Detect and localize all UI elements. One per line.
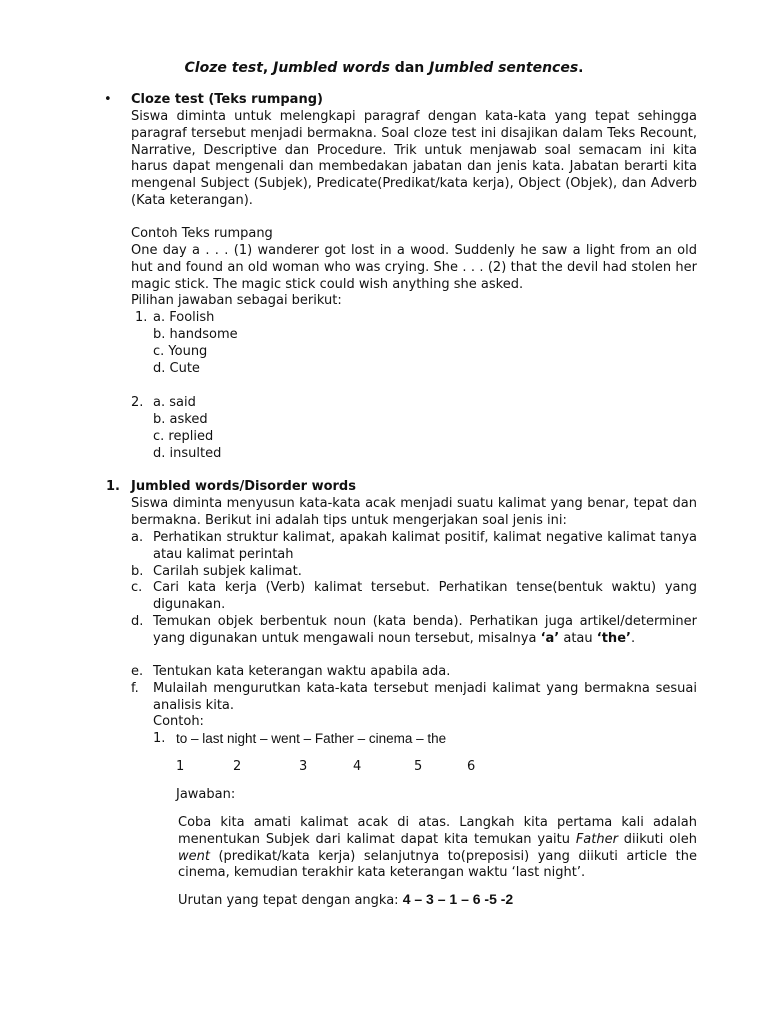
jawaban-label: Jawaban:	[176, 787, 236, 802]
title-period: .	[578, 60, 584, 76]
title-dan: dan	[389, 60, 430, 76]
contoh-label: Contoh:	[153, 714, 204, 729]
question-2-option-b: b. asked	[153, 412, 208, 427]
question-1-option-c: c. Young	[153, 344, 208, 359]
word-number: 1	[176, 759, 185, 774]
question-2-option-d: d. insulted	[153, 446, 222, 461]
tip-e-marker: e.	[131, 664, 144, 679]
question-1-option-a: a. Foolish	[153, 310, 215, 325]
cloze-heading: Cloze test (Teks rumpang)	[131, 92, 323, 107]
jumbled-example-words: to – last night – went – Father – cinema – the	[176, 731, 447, 746]
answer-part-1: Coba kita amati kalimat acak di atas. Langkah kita pertama kali adalah menentukan Subjek dari kalimat dapat kita temukan yaitu	[178, 815, 697, 847]
tip-d-marker: d.	[131, 614, 144, 629]
example-number: 1.	[153, 731, 166, 746]
tip-f-marker: f.	[131, 681, 139, 696]
cloze-paragraph: Siswa diminta untuk melengkapi paragraf dengan kata-kata yang tepat sehingga paragraf tersebut menjadi bermakna. Soal cloze test ini disajikan dalam Teks Recount, Narrative, Descriptive dan Procedure. Trik untuk menjawab soal semacam ini kita harus dapat mengenali dan membedakan jabatan dan jenis kata. Jabatan berarti kita mengenal Subject (Subjek), Predicate(Predikat/kata kerja), Object (Objek), dan Adverb (Kata keterangan).	[131, 109, 697, 208]
jumbled-number: 1.	[106, 479, 120, 494]
tip-c-marker: c.	[131, 580, 143, 595]
article-the: ‘the’	[596, 630, 631, 646]
question-2-option-c: c. replied	[153, 429, 214, 444]
bullet-icon: •	[104, 92, 112, 107]
question-1-number: 1.	[135, 310, 148, 325]
jumbled-intro: Siswa diminta menyusun kata-kata acak menjadi suatu kalimat yang benar, tepat dan bermakna. Berikut ini adalah tips untuk mengerjakan soal jenis ini:	[131, 496, 697, 528]
example-heading: Contoh Teks rumpang	[131, 226, 273, 241]
example-text: One day a . . . (1) wanderer got lost in a wood. Suddenly he saw a light from an old hut and found an old woman who was crying. She . . . (2) that the devil had stolen her magic stick. The magic stick could wish anything she asked.	[131, 243, 697, 292]
word-number: 6	[467, 759, 476, 774]
tip-f-text: Mulailah mengurutkan kata-kata tersebut menjadi kalimat yang bermakna sesuai analisis kita.	[153, 681, 697, 713]
answer-father: Father	[575, 831, 618, 847]
word-number: 3	[299, 759, 308, 774]
page-title	[0, 60, 768, 77]
tip-d-end: .	[630, 630, 636, 646]
answer-order-label: Urutan yang tepat dengan angka:	[178, 893, 403, 908]
tip-b-marker: b.	[131, 564, 144, 579]
tip-a-marker: a.	[131, 530, 144, 545]
question-2-option-a: a. said	[153, 395, 196, 410]
title-cloze: Cloze test	[184, 60, 263, 76]
word-number: 5	[414, 759, 423, 774]
tip-b-text: Carilah subjek kalimat.	[153, 564, 302, 579]
word-number: 4	[353, 759, 362, 774]
answer-went: went	[178, 848, 210, 864]
tip-d-main: Temukan objek berbentuk noun (kata benda). Perhatikan juga artikel/determiner yang digunakan untuk mengawali noun tersebut, misalnya	[153, 614, 697, 646]
jumbled-heading: Jumbled words/Disorder words	[131, 479, 356, 494]
article-a: ‘a’	[540, 630, 560, 646]
title-jumbled-sentences: Jumbled sentences	[429, 60, 579, 76]
question-2-number: 2.	[131, 395, 144, 410]
title-separator: ,	[262, 60, 274, 76]
answer-part-3: (predikat/kata kerja) selanjutnya to(preposisi) yang diikuti article the cinema, kemudian terakhir kata keterangan waktu ‘last night’.	[178, 848, 697, 881]
word-number: 2	[233, 759, 242, 774]
answer-part-2: diikuti oleh	[617, 831, 697, 847]
options-intro: Pilihan jawaban sebagai berikut:	[131, 293, 342, 308]
question-1-option-b: b. handsome	[153, 327, 238, 342]
answer-order-value: 4 – 3 – 1 – 6 -5 -2	[402, 891, 514, 907]
tip-e-text: Tentukan kata keterangan waktu apabila ada.	[153, 664, 451, 679]
answer-order	[178, 891, 513, 910]
tip-d-atau: atau	[559, 630, 597, 646]
answer-explanation	[178, 815, 697, 882]
question-1-option-d: d. Cute	[153, 361, 200, 376]
tip-a-text: Perhatikan struktur kalimat, apakah kalimat positif, kalimat negative kalimat tanya atau kalimat perintah	[153, 530, 697, 562]
tip-c-text: Cari kata kerja (Verb) kalimat tersebut. Perhatikan tense(bentuk waktu) yang digunakan.	[153, 580, 697, 612]
title-jumbled-words: Jumbled words	[273, 60, 390, 76]
tip-d-text	[153, 614, 697, 648]
